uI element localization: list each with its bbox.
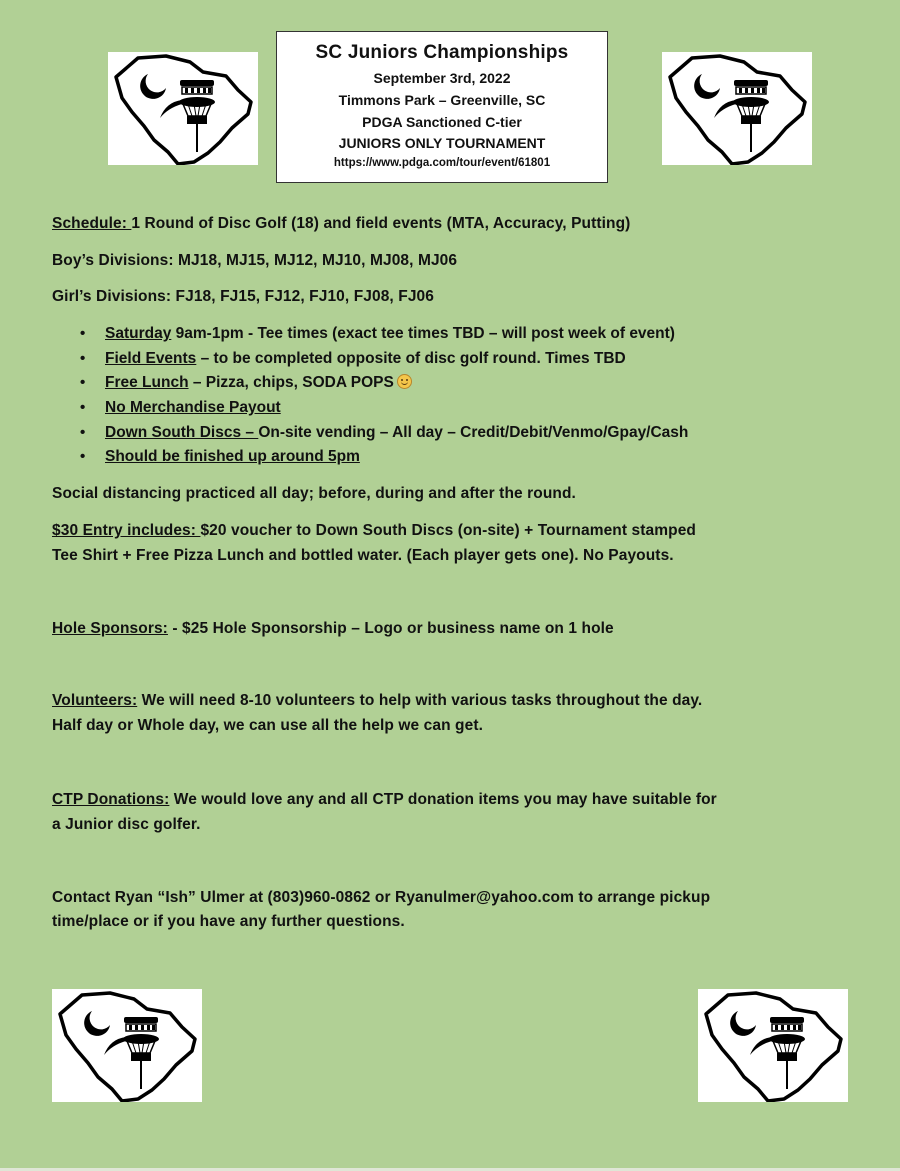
hole-sponsors-line xyxy=(52,620,614,638)
bullet-text: On-site vending – All day – Credit/Debit/Venmo/Gpay/Cash xyxy=(258,423,689,441)
ctp-line-2: a Junior disc golfer. xyxy=(52,816,201,833)
bullet-item xyxy=(80,371,688,396)
sc-basket-logo-icon xyxy=(662,52,812,165)
hole-sponsors-text: - $25 Hole Sponsorship – Logo or business name on 1 hole xyxy=(167,620,614,637)
bullet-label: Free Lunch xyxy=(105,374,189,392)
boys-divisions: Boy’s Divisions: MJ18, MJ15, MJ12, MJ10, MJ08, MJ06 xyxy=(52,252,458,269)
volunteers-label: Volunteers: xyxy=(52,692,138,709)
sc-basket-logo-icon xyxy=(108,52,258,165)
bullet-item xyxy=(80,445,688,470)
schedule-bullet-list xyxy=(80,322,688,470)
sc-disc-golf-logo-top-right xyxy=(662,52,812,165)
volunteers-line-1 xyxy=(52,692,702,710)
event-date: September 3rd, 2022 xyxy=(373,70,511,86)
sc-disc-golf-logo-bottom-right xyxy=(698,989,848,1102)
schedule-text: 1 Round of Disc Golf (18) and field events (MTA, Accuracy, Putting) xyxy=(131,215,631,232)
event-type: JUNIORS ONLY TOURNAMENT xyxy=(338,135,546,151)
bullet-label: Should be finished up around 5pm xyxy=(105,448,360,466)
hole-sponsors-label: Hole Sponsors: xyxy=(52,620,168,637)
sc-basket-logo-icon xyxy=(698,989,848,1102)
contact-line-1: Contact Ryan “Ish” Ulmer at (803)960-0862 or Ryanulmer@yahoo.com to arrange pickup xyxy=(52,889,711,906)
bullet-text: – Pizza, chips, SODA POPS xyxy=(188,374,394,392)
volunteers-text-1: We will need 8-10 volunteers to help with various tasks throughout the day. xyxy=(137,692,703,709)
schedule-line xyxy=(52,215,630,233)
event-sanction: PDGA Sanctioned C-tier xyxy=(362,114,522,130)
sc-basket-logo-icon xyxy=(52,989,202,1102)
social-distancing-note: Social distancing practiced all day; before, during and after the round. xyxy=(52,485,576,502)
event-title: SC Juniors Championships xyxy=(315,42,569,63)
event-location: Timmons Park – Greenville, SC xyxy=(338,92,546,108)
entry-text-1: $20 voucher to Down South Discs (on-site) + Tournament stamped xyxy=(200,522,696,539)
bullet-item xyxy=(80,322,688,347)
bullet-label: Field Events xyxy=(105,349,197,367)
bullet-label: Down South Discs – xyxy=(105,423,259,441)
contact-line-2: time/place or if you have any further questions. xyxy=(52,913,405,930)
title-box xyxy=(276,31,608,183)
bullet-label: No Merchandise Payout xyxy=(105,399,281,417)
bullet-text: – to be completed opposite of disc golf round. Times TBD xyxy=(196,349,626,367)
event-url-link[interactable]: https://www.pdga.com/tour/event/61801 xyxy=(333,157,551,169)
entry-line-1 xyxy=(52,522,696,540)
girls-divisions: Girl’s Divisions: FJ18, FJ15, FJ12, FJ10, FJ08, FJ06 xyxy=(52,288,434,305)
bullet-label: Saturday xyxy=(105,325,172,342)
bullet-item xyxy=(80,396,688,421)
entry-line-2: Tee Shirt + Free Pizza Lunch and bottled water. (Each player gets one). No Payouts. xyxy=(52,547,674,564)
ctp-line-1 xyxy=(52,791,717,809)
winking-smiley-icon xyxy=(397,374,412,389)
sc-disc-golf-logo-bottom-left xyxy=(52,989,202,1102)
ctp-label: CTP Donations: xyxy=(52,791,170,808)
bullet-item xyxy=(80,421,688,446)
bullet-item xyxy=(80,347,688,372)
bullet-text: 9am-1pm - Tee times (exact tee times TBD – will post week of event) xyxy=(171,325,675,342)
ctp-text-1: We would love any and all CTP donation items you may have suitable for xyxy=(169,791,717,808)
entry-label: $30 Entry includes: xyxy=(52,522,201,539)
schedule-label: Schedule: xyxy=(52,215,132,232)
volunteers-line-2: Half day or Whole day, we can use all the help we can get. xyxy=(52,717,484,734)
sc-disc-golf-logo-top-left xyxy=(108,52,258,165)
